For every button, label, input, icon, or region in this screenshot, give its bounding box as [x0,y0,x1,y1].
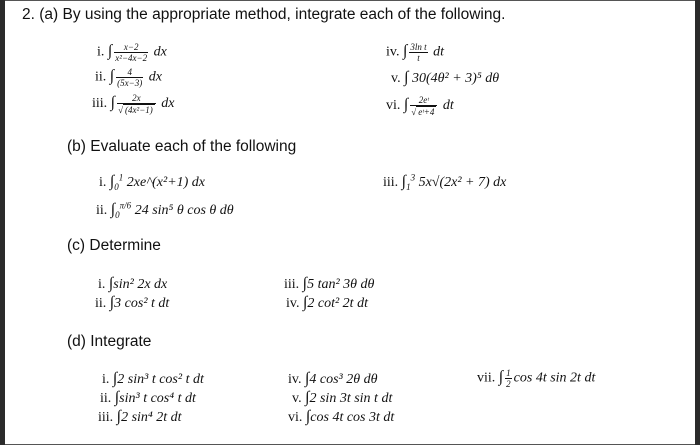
c-iii-expr: 5 tan² 3θ dθ [307,277,375,292]
a-i-d: dx [153,44,167,60]
d-iii: iii. ∫2 sin⁴ 2t dt [98,408,182,425]
d-i-expr: 2 sin³ t cos² t dt [117,372,204,387]
a-v-label: v. [391,71,401,86]
b-ii-expr: 24 sin⁵ θ cos θ dθ [134,203,234,218]
a-i: i. ∫ $\frac{x-2}{\text{x²−4x−2}}$ dx [97,42,167,63]
a-iv-den: t [417,53,420,63]
a-v-expr: 30(4θ² + 3)⁵ dθ [411,71,500,86]
d-iii-label: iii. [98,410,114,425]
d-i: i. ∫2 sin³ t cos² t dt [102,370,204,387]
a-vi-d: dt [442,98,454,114]
a-vi-label: vi. [386,98,401,114]
a-i-label: i. [97,44,105,60]
a-ii-label: ii. [95,69,107,85]
question-title: 2. (a) By using the appropriate method, integrate each of the following. [22,6,506,23]
a-iii-num: 2x [117,93,156,104]
b-ii: ii. $\int_0^{\pi/6}$ 24 sin⁵ θ cos θ dθ [96,200,234,220]
a-iii: iii. ∫ $\frac{2x}{\text{√ (4x²−1)}}$ dx [92,93,175,115]
d-v-label: v. [292,391,302,406]
b-ii-label: ii. [96,203,108,218]
c-ii-expr: 3 cos² t dt [114,296,170,311]
a-i-den: x²−4x−2 [115,53,148,63]
b-i: i. $\int_0^1$ 2xe^(x²+1) dx [99,172,206,192]
a-ii-den: (5x−3) [117,78,143,88]
c-i: i. ∫sin² 2x dx [98,275,168,292]
c-i-label: i. [98,277,106,292]
a-iii-d: dx [161,96,175,112]
c-ii-label: ii. [95,296,107,311]
c-i-expr: sin² 2x dx [113,277,168,292]
d-ii-label: ii. [100,391,112,406]
d-iii-expr: 2 sin⁴ 2t dt [121,410,182,425]
a-iii-label: iii. [92,96,108,112]
right-edge-bar [695,0,700,445]
d-iv-expr: 4 cos³ 2θ dθ [309,372,378,387]
d-vii: vii. ∫ $\frac{1}{2}$ cos 4t sin 2t dt [477,368,596,389]
d-vii-label: vii. [477,370,496,386]
d-vi: vi. ∫cos 4t cos 3t dt [288,408,395,425]
part-b-heading: (b) Evaluate each of the following [67,138,297,155]
b-i-expr: 2xe^(x²+1) dx [126,175,206,190]
b-iii-label: iii. [383,175,399,190]
a-v: v. ∫ 30(4θ² + 3)⁵ dθ [391,69,500,86]
a-iii-den: √ (4x²−1) [118,105,153,115]
b-iii-expr: 5x√(2x² + 7) dx [418,175,507,190]
a-iv: iv. ∫ $\frac{\text{3ln t}}{t}$ dt [386,42,445,63]
d-vii-expr: cos 4t sin 2t dt [513,370,596,386]
d-iv-label: iv. [288,372,302,387]
a-vi: vi. ∫ $\frac{\text{2eᵗ}}{\text{√ eᵗ+4}}$ dt [386,95,454,117]
c-iv: iv. ∫2 cot² 2t dt [286,294,368,311]
d-v-expr: 2 sin 3t sin t dt [309,391,393,406]
left-edge-bar [0,0,5,445]
d-ii-expr: sin³ t cos⁴ t dt [119,391,196,406]
c-iii: iii. ∫5 tan² 3θ dθ [284,275,375,292]
c-ii: ii. ∫3 cos² t dt [95,294,170,311]
a-iv-label: iv. [386,44,400,60]
a-iv-num: 3ln t [410,42,427,52]
a-ii-d: dx [148,69,162,85]
b-i-label: i. [99,175,107,190]
b-iii: iii. $\int_1^3$ 5x√(2x² + 7) dx [383,172,507,192]
a-vi-den: √ eᵗ+4 [411,107,435,117]
d-i-label: i. [102,372,110,387]
c-iv-label: iv. [286,296,300,311]
a-i-num: x−2 [114,42,148,53]
c-iv-expr: 2 cot² 2t dt [307,296,368,311]
a-ii: ii. ∫ $\frac{4}{(5x-3)}$ dx [95,67,162,88]
d-iv: iv. ∫4 cos³ 2θ dθ [288,370,378,387]
d-vi-expr: cos 4t cos 3t dt [310,410,395,425]
c-iii-label: iii. [284,277,300,292]
part-c-heading: (c) Determine [67,237,161,254]
a-ii-num: 4 [116,67,143,78]
d-vi-label: vi. [288,410,303,425]
part-d-heading: (d) Integrate [67,333,152,350]
d-ii: ii. ∫sin³ t cos⁴ t dt [100,389,196,406]
d-v: v. ∫2 sin 3t sin t dt [292,389,393,406]
a-vi-num: 2eᵗ [410,95,437,106]
a-iv-d: dt [433,44,445,60]
